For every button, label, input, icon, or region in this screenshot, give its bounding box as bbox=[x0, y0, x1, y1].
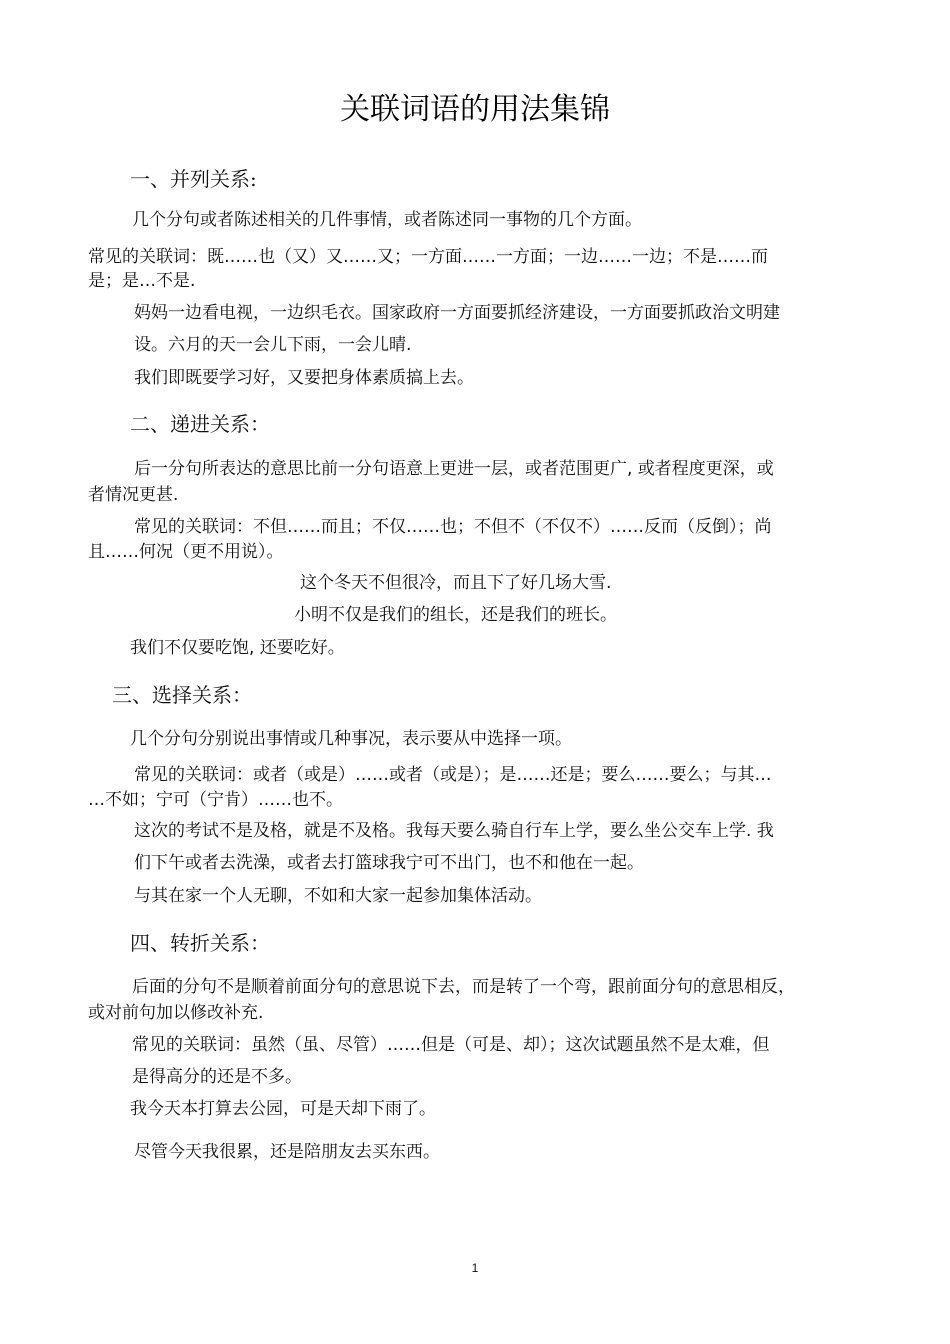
paragraph-line: 常见的关联词：或者（或是）……或者（或是）；是……还是；要么……要么；与其… bbox=[134, 765, 772, 785]
paragraph-line: 常见的关联词：虽然（虽、尽管）……但是（可是、却）；这次试题虽然不是太难，但 bbox=[132, 1035, 770, 1055]
section-heading-adversative: 四、转折关系： bbox=[130, 931, 270, 955]
paragraph-line: 几个分句分别说出事情或几种事况，表示要从中选择一项。 bbox=[130, 729, 572, 749]
example-line: 妈妈一边看电视，一边织毛衣。国家政府一方面要抓经济建设，一方面要抓政治文明建 bbox=[134, 303, 780, 323]
example-line: 这次的考试不是及格，就是不及格。我每天要么骑自行车上学，要么坐公交车上学. 我 bbox=[134, 821, 774, 841]
example-line: 们下午或者去洗澡，或者去打篮球我宁可不出门，也不和他在一起。 bbox=[134, 853, 644, 873]
example-line: 这个冬天不但很冷，而且下了好几场大雪. bbox=[300, 573, 612, 593]
paragraph-line: 几个分句或者陈述相关的几件事情，或者陈述同一事物的几个方面。 bbox=[132, 210, 642, 230]
paragraph-line: …不如；宁可（宁肯）……也不。 bbox=[88, 790, 343, 810]
example-line: 我们不仅要吃饱, 还要吃好。 bbox=[130, 638, 345, 658]
example-line: 我们即既要学习好，又要把身体素质搞上去。 bbox=[134, 368, 474, 388]
example-line: 小明不仅是我们的组长，还是我们的班长。 bbox=[294, 605, 617, 625]
paragraph-line: 或对前句加以修改补充. bbox=[88, 1003, 264, 1023]
paragraph-line: 且……何况（更不用说）。 bbox=[88, 542, 284, 562]
example-line: 与其在家一个人无聊，不如和大家一起参加集体活动。 bbox=[134, 886, 542, 906]
paragraph-line: 常见的关联词：不但……而且；不仅……也；不但不（不仅不）……反而（反倒）；尚 bbox=[134, 517, 772, 537]
page-title: 关联词语的用法集锦 bbox=[340, 92, 610, 127]
section-heading-progressive: 二、递进关系： bbox=[130, 412, 270, 436]
example-line: 尽管今天我很累，还是陪朋友去买东西。 bbox=[134, 1142, 440, 1162]
paragraph-line: 后一分句所表达的意思比前一分句语意上更进一层，或者范围更广, 或者程度更深，或 bbox=[134, 459, 774, 479]
example-line: 我今天本打算去公园，可是天却下雨了。 bbox=[130, 1099, 436, 1119]
section-heading-parallel: 一、并列关系: bbox=[130, 167, 257, 191]
page-number: 1 bbox=[471, 1261, 479, 1275]
paragraph-line: 常见的关联词：既……也（又）又……又；一方面……一方面；一边……一边；不是……而 bbox=[88, 247, 768, 267]
paragraph-line: 是；是…不是. bbox=[88, 271, 196, 291]
section-heading-choice: 三、选择关系： bbox=[112, 683, 252, 707]
paragraph-line: 是得高分的还是不多。 bbox=[132, 1067, 302, 1087]
paragraph-line: 者情况更甚. bbox=[88, 485, 179, 505]
example-line: 设。六月的天一会儿下雨，一会儿晴. bbox=[134, 335, 412, 355]
paragraph-line: 后面的分句不是顺着前面分句的意思说下去，而是转了一个弯，跟前面分句的意思相反， bbox=[132, 977, 795, 997]
